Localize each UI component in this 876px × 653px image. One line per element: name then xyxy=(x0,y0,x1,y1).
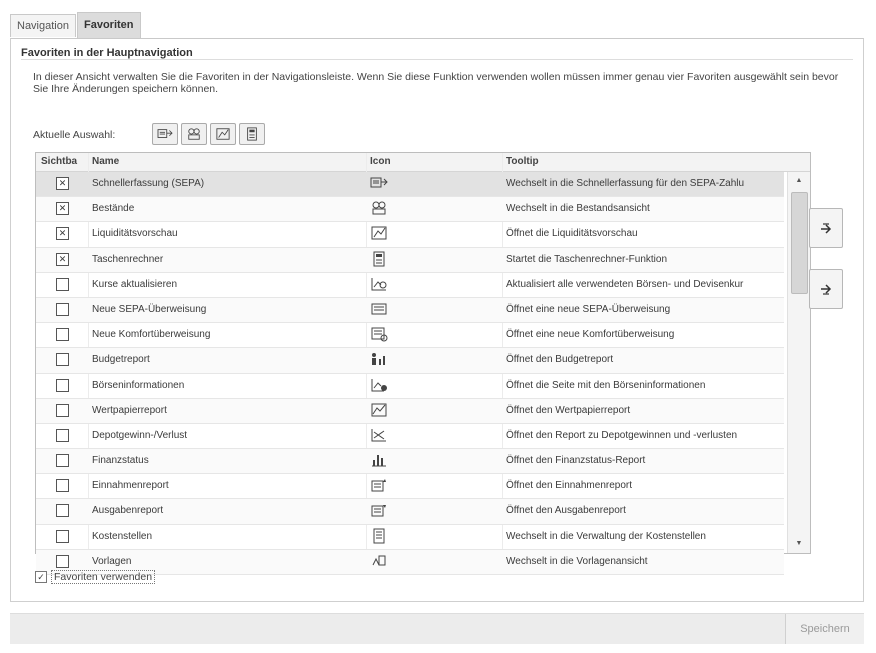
row-icon xyxy=(370,427,388,445)
row-name: Wertpapierreport xyxy=(92,404,167,416)
table-row[interactable] xyxy=(36,197,784,222)
table-row[interactable] xyxy=(36,298,784,323)
current-selection-label: Aktuelle Auswahl: xyxy=(33,129,116,141)
use-favorites-label: Favoriten verwenden xyxy=(51,570,155,584)
row-name: Liquiditätsvorschau xyxy=(92,228,178,240)
move-down-button[interactable] xyxy=(809,269,843,309)
column-header-visible[interactable]: Sichtba xyxy=(41,156,78,167)
sepa-transfer-icon xyxy=(370,301,388,317)
row-tooltip: Öffnet den Einnahmenreport xyxy=(506,480,633,492)
visible-checkbox[interactable] xyxy=(56,504,69,517)
row-name: Schnellerfassung (SEPA) xyxy=(92,178,205,189)
financial-status-icon xyxy=(370,452,388,468)
row-icon xyxy=(370,528,388,546)
visible-checkbox[interactable] xyxy=(56,278,69,291)
calculator-icon xyxy=(244,127,260,141)
comfort-transfer-icon xyxy=(370,326,388,342)
row-tooltip: Öffnet den Wertpapierreport xyxy=(506,404,631,416)
row-name: Einnahmenreport xyxy=(92,480,169,492)
liquidity-icon xyxy=(370,225,388,241)
transfer-icon xyxy=(370,175,388,191)
visible-checkbox[interactable] xyxy=(56,454,69,467)
row-tooltip: Wechselt in die Bestandsansicht xyxy=(506,203,650,215)
current-favorite-1[interactable] xyxy=(152,123,178,145)
row-tooltip: Wechselt in die Verwaltung der Kostenstellen xyxy=(506,530,706,542)
row-name: Taschenrechner xyxy=(92,253,164,265)
save-button[interactable]: Speichern xyxy=(785,614,864,644)
row-tooltip: Öffnet den Budgetreport xyxy=(506,354,614,366)
move-down-icon xyxy=(819,282,833,296)
use-favorites-box[interactable]: ✓ xyxy=(35,571,47,583)
transfer-icon xyxy=(157,127,173,141)
table-row[interactable] xyxy=(36,525,784,550)
visible-checkbox[interactable]: ✕ xyxy=(56,227,69,240)
visible-checkbox[interactable] xyxy=(56,429,69,442)
tab-favoriten[interactable]: Favoriten xyxy=(77,12,141,38)
row-tooltip: Wechselt in die Schnellerfassung für den SEPA-Zahlu xyxy=(506,178,745,189)
visible-checkbox[interactable]: ✕ xyxy=(56,202,69,215)
row-icon xyxy=(370,175,388,193)
row-icon xyxy=(370,301,388,319)
row-tooltip: Öffnet den Report zu Depotgewinnen und -verlusten xyxy=(506,429,738,441)
group-divider xyxy=(21,59,853,60)
table-row[interactable] xyxy=(36,424,784,449)
use-favorites-checkbox[interactable] xyxy=(35,570,155,584)
favorites-table xyxy=(35,152,811,567)
portfolio-icon xyxy=(186,127,202,141)
row-icon xyxy=(370,251,388,269)
scroll-up-icon[interactable]: ▲ xyxy=(795,177,803,184)
table-row[interactable] xyxy=(36,172,784,197)
scroll-down-icon[interactable]: ▼ xyxy=(795,540,803,547)
row-icon xyxy=(370,553,388,571)
table-row[interactable] xyxy=(36,222,784,247)
liquidity-icon xyxy=(215,127,231,141)
row-icon xyxy=(370,477,388,495)
move-up-button[interactable] xyxy=(809,208,843,248)
scroll-thumb[interactable] xyxy=(791,192,808,294)
column-header-icon[interactable]: Icon xyxy=(370,156,391,167)
row-name: Bestände xyxy=(92,203,135,215)
row-tooltip: Öffnet den Finanzstatus-Report xyxy=(506,455,646,467)
footer-bar xyxy=(10,613,864,644)
table-row[interactable] xyxy=(36,323,784,348)
row-name: Budgetreport xyxy=(92,354,150,366)
rates-update-icon xyxy=(370,276,388,292)
row-tooltip: Öffnet die Liquiditätsvorschau xyxy=(506,228,638,240)
row-tooltip: Öffnet den Ausgabenreport xyxy=(506,505,626,517)
column-header-name[interactable]: Name xyxy=(92,156,120,167)
row-icon xyxy=(370,377,388,395)
row-tooltip: Öffnet eine neue Komfortüberweisung xyxy=(506,329,675,341)
row-icon xyxy=(370,225,388,243)
table-row[interactable] xyxy=(36,248,784,273)
row-name: Vorlagen xyxy=(92,555,132,567)
row-name: Finanzstatus xyxy=(92,455,149,467)
row-name: Neue SEPA-Überweisung xyxy=(92,303,207,315)
row-tooltip: Wechselt in die Vorlagenansicht xyxy=(506,555,648,567)
table-row[interactable] xyxy=(36,449,784,474)
table-row[interactable] xyxy=(36,374,784,399)
securities-report-icon xyxy=(370,402,388,418)
table-row[interactable] xyxy=(36,348,784,373)
row-tooltip: Öffnet die Seite mit den Börseninformationen xyxy=(506,379,706,391)
group-title: Favoriten in der Hauptnavigation xyxy=(21,47,193,59)
row-icon xyxy=(370,452,388,470)
expense-report-icon xyxy=(370,502,388,518)
visible-checkbox[interactable] xyxy=(56,530,69,543)
row-icon xyxy=(370,351,388,369)
visible-checkbox[interactable] xyxy=(56,303,69,316)
row-name: Kurse aktualisieren xyxy=(92,278,178,290)
cost-centers-icon xyxy=(370,528,388,544)
row-icon xyxy=(370,402,388,420)
current-selection-icons xyxy=(152,123,265,145)
table-scrollbar[interactable] xyxy=(787,172,810,553)
row-name: Ausgabenreport xyxy=(92,505,164,517)
move-up-icon xyxy=(819,221,833,235)
current-favorite-4[interactable] xyxy=(239,123,265,145)
income-report-icon xyxy=(370,477,388,493)
table-row[interactable] xyxy=(36,474,784,499)
description-text: In dieser Ansicht verwalten Sie die Favoriten in der Navigationsleiste. Wenn Sie diese Funktion verwenden wollen müssen immer genau vier Favoriten ausgewählt sein bevor Sie Ihre Änderungen speichern können. xyxy=(33,71,839,95)
current-favorite-3[interactable] xyxy=(210,123,236,145)
table-row[interactable] xyxy=(36,273,784,298)
templates-icon xyxy=(370,553,388,569)
row-icon xyxy=(370,276,388,294)
visible-checkbox[interactable] xyxy=(56,379,69,392)
favorites-panel xyxy=(10,38,864,602)
row-tooltip: Aktualisiert alle verwendeten Börsen- und Devisenkur xyxy=(506,278,744,290)
budget-report-icon xyxy=(370,351,388,367)
portfolio-icon xyxy=(370,200,388,216)
visible-checkbox[interactable]: ✕ xyxy=(56,177,69,190)
row-name: Neue Komfortüberweisung xyxy=(92,329,211,341)
row-name: Börseninformationen xyxy=(92,379,185,391)
row-icon xyxy=(370,200,388,218)
tab-navigation[interactable]: Navigation xyxy=(10,14,76,37)
column-header-tooltip[interactable]: Tooltip xyxy=(506,156,539,167)
visible-checkbox[interactable] xyxy=(56,328,69,341)
calculator-icon xyxy=(370,251,388,267)
depot-gain-loss-icon xyxy=(370,427,388,443)
row-name: Depotgewinn-/Verlust xyxy=(92,429,188,441)
row-name: Kostenstellen xyxy=(92,530,153,542)
row-tooltip: Startet die Taschenrechner-Funktion xyxy=(506,253,668,265)
table-header xyxy=(36,153,810,172)
table-row[interactable] xyxy=(36,399,784,424)
visible-checkbox[interactable] xyxy=(56,479,69,492)
row-tooltip: Öffnet eine neue SEPA-Überweisung xyxy=(506,303,671,315)
current-favorite-2[interactable] xyxy=(181,123,207,145)
table-row[interactable] xyxy=(36,499,784,524)
table-body xyxy=(36,172,784,575)
visible-checkbox[interactable]: ✕ xyxy=(56,253,69,266)
visible-checkbox[interactable] xyxy=(56,353,69,366)
stock-info-icon xyxy=(370,377,388,393)
visible-checkbox[interactable] xyxy=(56,555,69,568)
row-icon xyxy=(370,502,388,520)
row-icon xyxy=(370,326,388,344)
visible-checkbox[interactable] xyxy=(56,404,69,417)
